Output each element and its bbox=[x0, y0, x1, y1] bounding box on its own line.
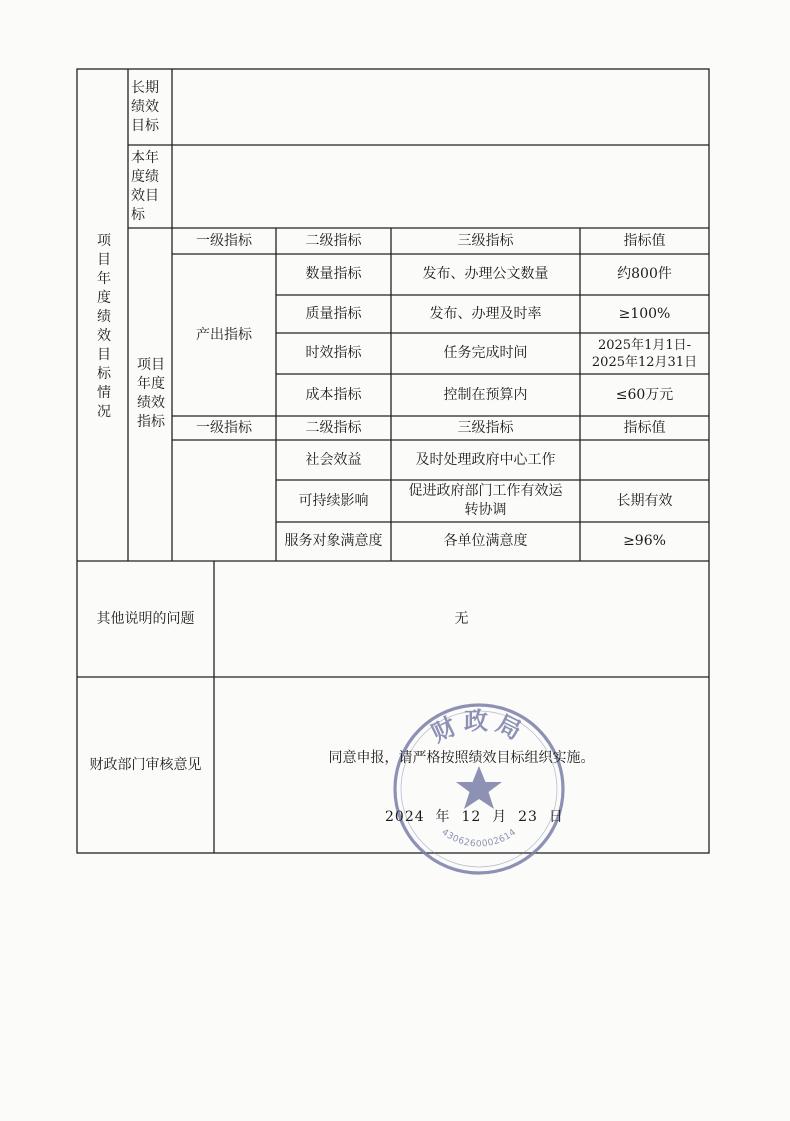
date-month: 12 bbox=[461, 809, 482, 825]
seal-number: 4306260002614 bbox=[439, 827, 519, 850]
table-row-cell: 促进政府部门工作有效运转协调 bbox=[408, 483, 563, 518]
long-term-goal-value bbox=[172, 69, 709, 145]
other-notes-value: 无 bbox=[454, 610, 469, 627]
table-row-cell: 控制在预算内 bbox=[443, 386, 528, 403]
long-term-goal-label: 长期绩效目标 bbox=[131, 80, 159, 134]
date-year: 2024 bbox=[385, 809, 425, 825]
header-level2: 二级指标 bbox=[305, 419, 362, 436]
time-range-end: 2025年12月31日 bbox=[591, 354, 698, 370]
effect-indicator-label bbox=[172, 440, 276, 561]
table-row-cell: 数量指标 bbox=[305, 266, 362, 282]
other-notes-label: 其他说明的问题 bbox=[96, 610, 195, 627]
header-level3: 三级指标 bbox=[457, 232, 514, 249]
output-indicator-label: 产出指标 bbox=[196, 326, 252, 343]
table-row-cell: ≥96% bbox=[623, 533, 666, 549]
finance-review-label: 财政部门审核意见 bbox=[89, 756, 202, 773]
date-day-unit: 日 bbox=[548, 809, 564, 825]
table-row-cell: 约800件 bbox=[617, 266, 672, 282]
table-row-cell: ≤60万元 bbox=[615, 386, 674, 403]
table-row-cell: 发布、办理公文数量 bbox=[422, 266, 549, 282]
table-row-cell: 各单位满意度 bbox=[443, 533, 528, 549]
table-row-cell: 长期有效 bbox=[616, 492, 673, 509]
finance-opinion-text: 同意申报，请严格按照绩效目标组织实施。 bbox=[328, 749, 595, 766]
table-row-cell bbox=[580, 440, 709, 480]
table-row-cell bbox=[580, 333, 709, 374]
table-row-cell: 可持续影响 bbox=[298, 492, 369, 509]
header-value: 指标值 bbox=[623, 419, 666, 436]
date-day: 23 bbox=[518, 809, 538, 825]
header-level3: 三级指标 bbox=[457, 419, 514, 436]
table-row-cell: 社会效益 bbox=[305, 451, 362, 468]
table-row-cell: 时效指标 bbox=[305, 345, 362, 361]
time-range-start: 2025年1月1日- bbox=[597, 337, 692, 353]
date-month-unit: 月 bbox=[492, 809, 508, 825]
table-row-cell: 及时处理政府中心工作 bbox=[415, 451, 556, 468]
header-level2: 二级指标 bbox=[305, 232, 362, 249]
annual-goal-value bbox=[172, 145, 709, 228]
section-label: 项目年度绩效目标情况 bbox=[97, 233, 111, 420]
date-year-unit: 年 bbox=[435, 809, 451, 825]
table-row-cell: ≥100% bbox=[618, 305, 671, 322]
annual-goal-label: 本年度绩效目标 bbox=[131, 150, 159, 223]
seal-text: 财政局 bbox=[426, 706, 532, 748]
header-level1: 一级指标 bbox=[196, 232, 252, 249]
table-row-cell: 任务完成时间 bbox=[443, 345, 528, 361]
header-level1: 一级指标 bbox=[196, 419, 252, 436]
header-value: 指标值 bbox=[623, 232, 666, 249]
table-row-cell: 质量指标 bbox=[305, 305, 362, 322]
official-seal-stamp bbox=[388, 698, 570, 880]
table-row-cell: 发布、办理及时率 bbox=[429, 305, 542, 322]
indicator-group-label: 项目年度绩效指标 bbox=[137, 357, 165, 430]
svg-text:4306260002614 bbox=[440, 827, 519, 849]
table-row-cell: 服务对象满意度 bbox=[284, 533, 383, 549]
table-row-cell: 成本指标 bbox=[305, 386, 362, 403]
review-date bbox=[385, 806, 585, 826]
